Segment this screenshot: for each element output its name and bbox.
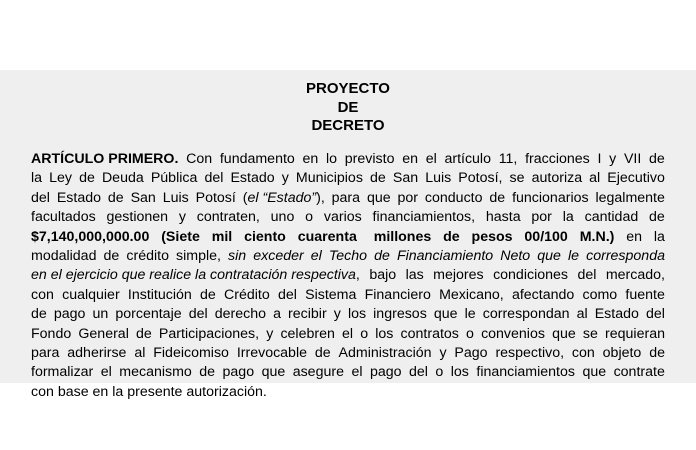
word: Deuda <box>101 170 144 187</box>
word: Estado <box>594 306 639 323</box>
italic-word: Neto <box>500 247 531 264</box>
word: Municipios <box>295 170 363 187</box>
italic-word: exceder <box>253 247 304 264</box>
word: la <box>31 170 43 187</box>
word: y <box>439 344 447 361</box>
amount-word: mil <box>211 228 233 245</box>
word: de <box>103 247 120 264</box>
paragraph-line-11 <box>31 344 665 363</box>
word: pago <box>53 306 86 323</box>
word: del <box>188 306 208 323</box>
word: financiamientos, <box>372 209 476 226</box>
word: I <box>597 151 602 167</box>
amount-word: M.N.) <box>579 228 615 245</box>
word: Pública <box>150 170 198 187</box>
word: para <box>31 344 60 361</box>
word: funcionarios <box>512 189 589 206</box>
word: del <box>277 286 297 303</box>
word: de <box>489 189 506 206</box>
word: VII <box>623 151 642 167</box>
word: con <box>31 286 54 303</box>
amount-word: millones <box>373 228 432 245</box>
word: mejores <box>433 267 484 284</box>
word: varios <box>323 209 362 226</box>
word: Potosí <box>195 189 236 206</box>
word: Mexicano, <box>439 286 504 303</box>
article-primero-paragraph <box>31 150 665 402</box>
word: derecho <box>214 306 266 323</box>
word: bajo <box>369 267 397 284</box>
word: o <box>466 325 474 342</box>
word: el <box>425 151 437 167</box>
italic-word: corresponda <box>586 247 665 264</box>
word: los <box>450 364 469 381</box>
paren-close: ), <box>316 189 325 206</box>
word: de <box>79 170 95 187</box>
word: o <box>305 209 314 226</box>
amount-word: 00/100 <box>524 228 568 245</box>
word: y <box>266 325 274 342</box>
word: del <box>577 267 597 284</box>
word: y <box>178 209 186 226</box>
word: por <box>397 189 419 206</box>
word: fracciones <box>525 151 590 167</box>
title-line-decreto: DECRETO <box>311 117 385 134</box>
italic-word: el <box>310 247 322 264</box>
word: Administración <box>338 344 432 361</box>
word: en <box>302 151 319 167</box>
paragraph-line-4 <box>31 208 665 227</box>
word: de <box>649 344 665 361</box>
word: del <box>31 189 50 206</box>
word: de <box>314 344 331 361</box>
word: crédito <box>126 247 169 264</box>
word: Fideicomiso <box>153 344 229 361</box>
word: celebren <box>280 325 335 342</box>
word: en <box>402 151 418 167</box>
word: formalizar <box>31 364 94 381</box>
word: del <box>409 364 428 381</box>
word: de <box>649 151 665 167</box>
word: Participaciones, <box>158 325 260 342</box>
amount-word: pesos <box>471 228 513 245</box>
word: porcentaje <box>115 306 182 323</box>
italic-clause: en el ejercicio que realice la contratación respectiva, <box>31 267 360 284</box>
word: al <box>589 170 601 187</box>
word: recibir <box>288 306 327 323</box>
word: Institución <box>127 286 192 303</box>
word: de <box>199 364 216 381</box>
word: mercado, <box>605 267 665 284</box>
word: que <box>582 364 607 381</box>
word: facultados <box>31 209 96 226</box>
word: del <box>204 170 224 187</box>
word: adherirse <box>67 344 127 361</box>
paragraph-line-10 <box>31 325 665 344</box>
word: y <box>609 151 617 167</box>
amount-word: de <box>443 228 460 245</box>
word: mecanismo <box>119 364 192 381</box>
word: del <box>645 306 665 323</box>
word: con <box>571 344 595 361</box>
word: legalmente <box>595 189 665 206</box>
word: San <box>130 189 156 206</box>
word: el <box>100 364 112 381</box>
word: previsto <box>344 151 395 167</box>
word: Estado <box>230 170 275 187</box>
word: General <box>78 325 129 342</box>
paragraph-line-8 <box>31 286 665 305</box>
word: contrate <box>613 364 665 381</box>
word: respectivo, <box>495 344 565 361</box>
word: las <box>405 267 424 284</box>
word: cualquier <box>62 286 120 303</box>
word: el <box>342 325 354 342</box>
word: asegure <box>292 364 344 381</box>
italic-word: que <box>537 247 561 264</box>
word: de <box>649 209 665 226</box>
last-line-text: con base en la presente autorización. <box>31 383 267 400</box>
word: como <box>582 286 618 303</box>
word: para <box>331 189 361 206</box>
word: que <box>433 306 458 323</box>
word: en <box>626 228 643 245</box>
word: se <box>509 170 525 187</box>
paragraph-line-3 <box>31 189 665 208</box>
word: 11, <box>498 151 518 167</box>
word: uno <box>270 209 295 226</box>
word: Financiero <box>364 286 431 303</box>
word: Pago <box>454 344 488 361</box>
word: pago <box>222 364 255 381</box>
word: cantidad <box>584 209 639 226</box>
amount-word: cuarenta <box>297 228 357 245</box>
word: de <box>200 286 216 303</box>
word: se <box>582 325 598 342</box>
word: objeto <box>602 344 642 361</box>
paren-open: ( <box>242 189 248 206</box>
word: Estado <box>56 189 101 206</box>
word: requieran <box>605 325 665 342</box>
word: la <box>562 209 574 226</box>
word: la <box>653 228 665 245</box>
word: contraten, <box>196 209 260 226</box>
word: pago <box>369 364 402 381</box>
word: de <box>136 325 152 342</box>
el-estado-italic: el “Estado” <box>247 189 317 206</box>
word: y <box>333 306 341 323</box>
word: afectando <box>511 286 575 303</box>
word: Ejecutivo <box>607 170 665 187</box>
word: un <box>92 306 109 323</box>
italic-word: le <box>568 247 580 264</box>
word: modalidad <box>31 247 97 264</box>
title-line-proyecto: PROYECTO <box>306 80 390 97</box>
paragraph-line-5 <box>31 228 665 247</box>
title-line-de: DE <box>337 98 359 116</box>
paragraph-line-1 <box>31 150 665 169</box>
word: de <box>107 189 124 206</box>
article-heading: ARTÍCULO PRIMERO. <box>31 151 179 167</box>
word: San <box>392 170 419 187</box>
paragraph-line-12 <box>31 363 665 382</box>
word: Con <box>186 151 213 167</box>
word: ingresos <box>373 306 427 323</box>
italic-phrase: en el ejercicio que realice la contratación respectiva <box>31 267 356 284</box>
italic-word: de <box>374 247 390 264</box>
amount-figure: $7,140,000,000.00 <box>31 228 150 245</box>
word: gestionen <box>106 209 169 226</box>
word: Luis <box>425 170 452 187</box>
word: Luis <box>162 189 189 206</box>
paragraph-line-7 <box>31 266 665 285</box>
amount-word: (Siete <box>161 228 200 245</box>
word: Fondo <box>31 325 72 342</box>
word: de <box>370 170 386 187</box>
paragraph-line-13 <box>31 383 665 402</box>
paragraph-line-2 <box>31 169 665 188</box>
word: al <box>134 344 146 361</box>
word: o <box>360 325 369 342</box>
italic-word: Financiamiento <box>396 247 494 264</box>
word: financiamientos <box>476 364 575 381</box>
paragraph-line-6 <box>31 247 665 266</box>
word: fundamento <box>219 151 295 167</box>
word: y <box>281 170 289 187</box>
word: convenios <box>481 325 545 342</box>
word: que <box>552 325 576 342</box>
word: Ley <box>49 170 72 187</box>
word: los <box>347 306 367 323</box>
word: lo <box>326 151 338 167</box>
word: conducto <box>424 189 483 206</box>
word: que <box>366 189 391 206</box>
word: que <box>261 364 286 381</box>
word: de <box>31 306 47 323</box>
word: autoriza <box>531 170 583 187</box>
paragraph-line-9 <box>31 305 665 324</box>
italic-word: sin <box>228 247 247 264</box>
word: le <box>464 306 476 323</box>
word: correspondan <box>482 306 570 323</box>
word: fuente <box>625 286 665 303</box>
word: hasta <box>485 209 521 226</box>
word: por <box>531 209 552 226</box>
word: Potosí, <box>458 170 503 187</box>
word: los <box>375 325 394 342</box>
parenthetical-el-estado <box>243 189 325 208</box>
italic-word: Techo <box>328 247 368 264</box>
word: a <box>273 306 281 323</box>
word: Irrevocable <box>236 344 307 361</box>
word: o <box>435 364 444 381</box>
word: Sistema <box>305 286 357 303</box>
document-title <box>0 80 696 136</box>
word: simple, <box>176 247 221 264</box>
amount-word: ciento <box>244 228 286 245</box>
word: contratos <box>400 325 459 342</box>
word: condiciones <box>493 267 568 284</box>
word: al <box>576 306 588 323</box>
word: el <box>351 364 363 381</box>
word: Crédito <box>224 286 270 303</box>
word: artículo <box>444 151 491 167</box>
